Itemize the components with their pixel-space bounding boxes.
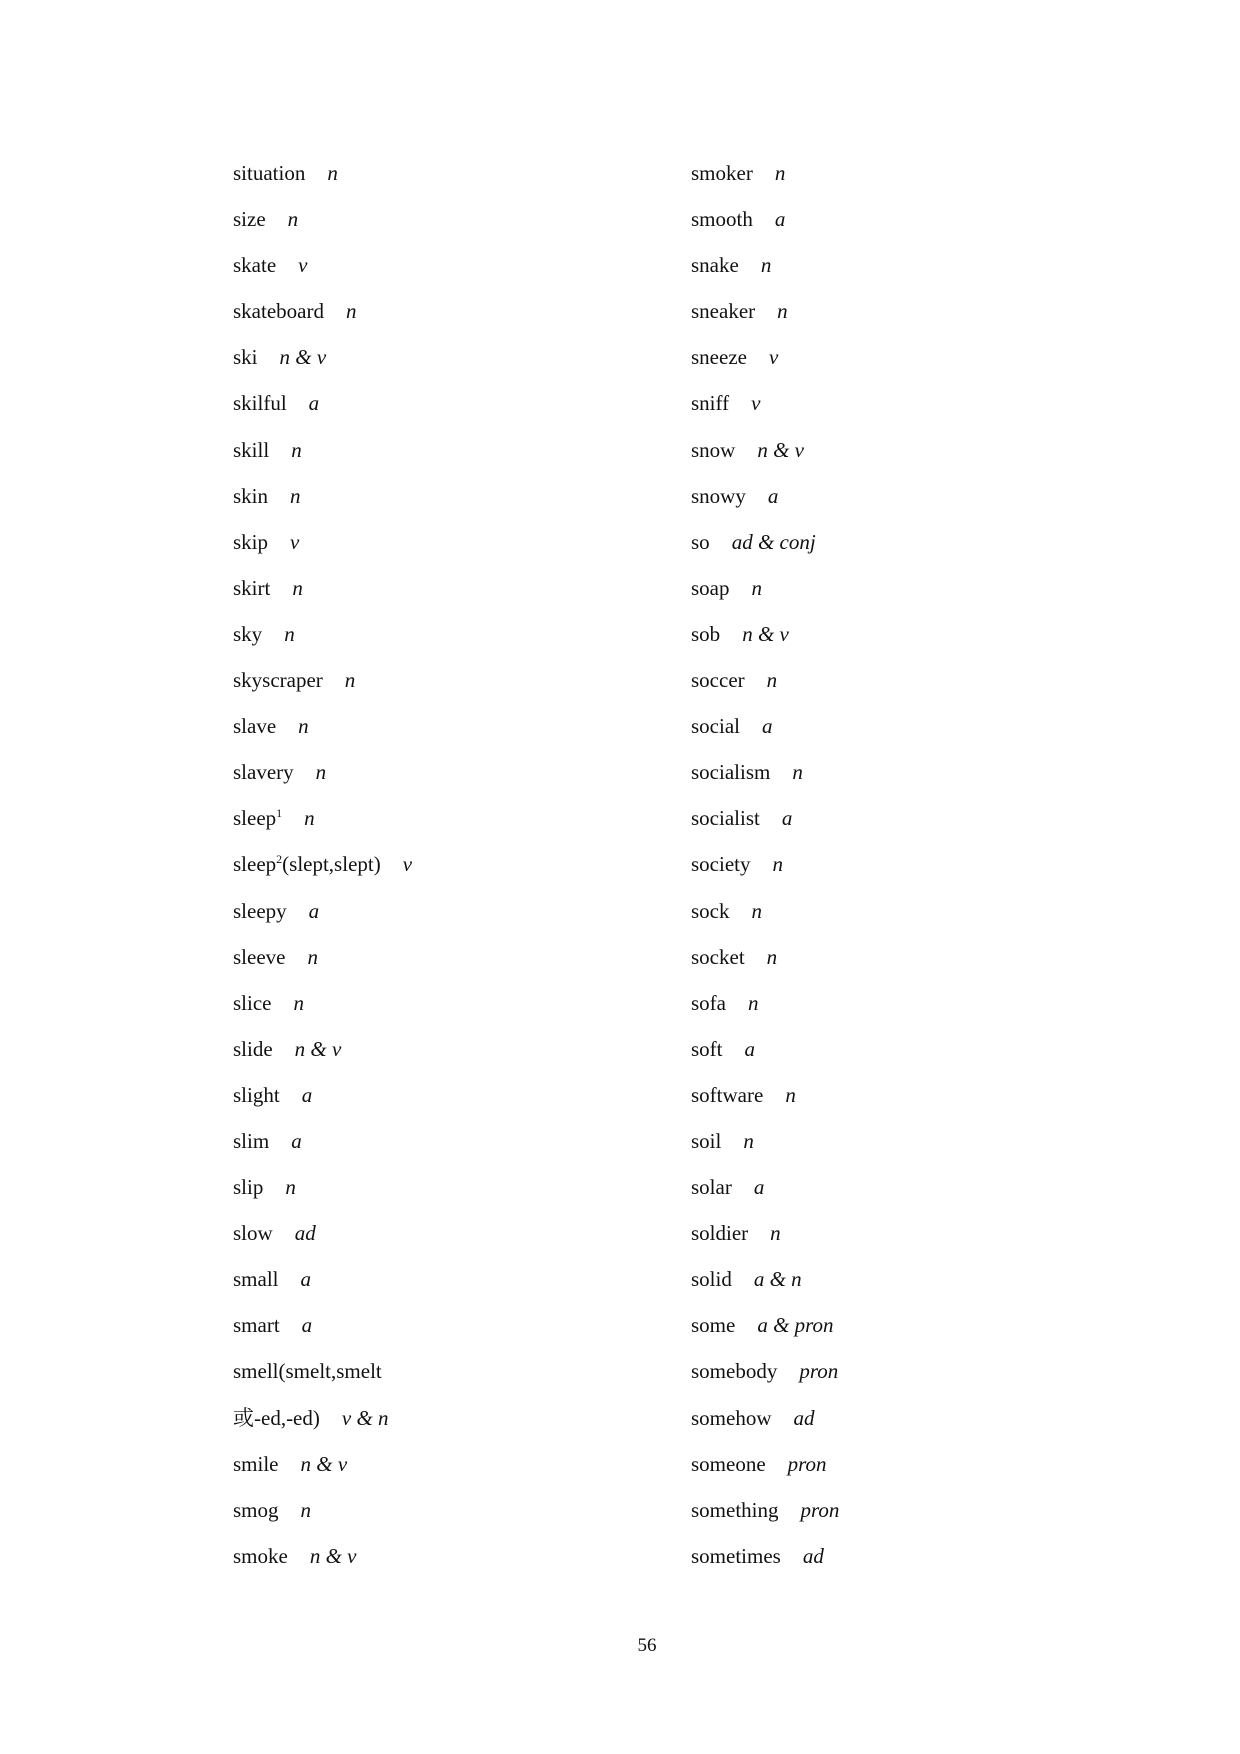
headword	[233, 622, 262, 646]
headword	[691, 299, 755, 323]
headword-text: smoke	[233, 1543, 288, 1568]
headword	[233, 484, 268, 508]
part-of-speech: a	[308, 898, 320, 923]
part-of-speech: n	[785, 1082, 796, 1107]
part-of-speech: ad	[793, 1405, 815, 1430]
headword	[691, 1406, 772, 1430]
headword	[691, 1221, 748, 1245]
headword	[691, 1313, 735, 1337]
headword	[233, 1267, 279, 1291]
part-of-speech: v	[751, 391, 761, 416]
headword-text: smooth	[691, 207, 753, 232]
part-of-speech: a	[300, 1267, 311, 1292]
headword-text: slice	[233, 990, 272, 1015]
headword-text: slow	[233, 1221, 273, 1246]
headword-text: socket	[691, 944, 745, 969]
headword-text: skirt	[233, 575, 271, 600]
part-of-speech: n	[770, 1221, 781, 1246]
headword-text: smart	[233, 1313, 280, 1338]
part-of-speech: n	[287, 207, 299, 232]
headword-text: skip	[233, 529, 269, 554]
headword-text: sob	[691, 621, 721, 646]
headword	[691, 253, 739, 277]
word-entry	[691, 1175, 839, 1221]
part-of-speech: a	[781, 806, 793, 831]
headword-text: slim	[233, 1128, 270, 1153]
word-entry	[691, 852, 839, 898]
part-of-speech: n	[307, 944, 318, 969]
part-of-speech: n	[292, 575, 303, 600]
word-entry	[233, 1313, 412, 1359]
word-entry	[691, 1498, 839, 1544]
headword	[691, 1452, 766, 1476]
headword-text: slight	[233, 1082, 280, 1107]
part-of-speech: n	[290, 483, 301, 508]
headword	[691, 438, 735, 462]
word-entry	[233, 899, 412, 945]
headword-text: smog	[233, 1497, 279, 1522]
part-of-speech: n	[792, 760, 803, 785]
headword-text: socialist	[691, 806, 760, 831]
headword	[233, 899, 287, 923]
headword	[691, 806, 760, 830]
word-entry	[691, 1221, 839, 1267]
word-entry	[691, 1359, 839, 1405]
part-of-speech: n	[774, 161, 786, 185]
part-of-speech: n	[772, 852, 783, 877]
headword-text: skyscraper	[233, 668, 323, 693]
word-entry	[233, 1083, 412, 1129]
word-entry	[233, 530, 412, 576]
headword	[233, 391, 287, 415]
headword	[233, 1083, 280, 1107]
part-of-speech: ad	[294, 1221, 316, 1246]
word-entry	[691, 760, 839, 806]
part-of-speech: a	[308, 391, 320, 416]
headword-text: someone	[691, 1451, 766, 1476]
headword	[691, 1037, 723, 1061]
part-of-speech: n	[751, 898, 762, 923]
word-entry	[691, 1406, 839, 1452]
headword	[691, 1083, 763, 1107]
headword	[233, 852, 381, 876]
part-of-speech: pron	[799, 1359, 839, 1384]
headword-text: slip	[233, 1175, 264, 1200]
word-entry	[233, 1129, 412, 1175]
headword-text: size	[233, 207, 266, 232]
word-entry	[233, 1406, 412, 1452]
part-of-speech: n	[766, 944, 778, 969]
headword-text: socialism	[691, 760, 771, 785]
word-entry	[233, 438, 412, 484]
word-entry	[691, 484, 839, 530]
headword-text: sofa	[691, 990, 726, 1015]
part-of-speech: n	[284, 621, 295, 646]
headword-text: slave	[233, 714, 277, 739]
part-of-speech: a	[301, 1313, 313, 1338]
word-entry	[691, 1452, 839, 1498]
headword-text: soil	[691, 1128, 722, 1153]
headword	[691, 1129, 721, 1153]
headword	[233, 1129, 269, 1153]
headword	[233, 668, 323, 692]
page-number: 56	[637, 1635, 657, 1656]
part-of-speech: a & pron	[757, 1313, 834, 1338]
word-entry	[691, 253, 839, 299]
part-of-speech: a	[753, 1175, 765, 1200]
word-entry	[691, 576, 839, 622]
part-of-speech: n	[777, 299, 788, 324]
headword-text: sleep	[233, 852, 277, 877]
headword	[691, 1175, 732, 1199]
part-of-speech: n	[345, 299, 357, 324]
part-of-speech: v & n	[341, 1405, 389, 1430]
word-entry	[233, 806, 412, 852]
headword	[233, 714, 276, 738]
part-of-speech: a	[291, 1128, 302, 1153]
headword-text: software	[691, 1082, 764, 1107]
word-entry	[691, 391, 839, 437]
part-of-speech: ad & conj	[731, 529, 816, 554]
headword	[691, 530, 710, 554]
part-of-speech: a & n	[753, 1267, 802, 1292]
homograph-number: 2	[276, 852, 283, 867]
headword-text: sock	[691, 898, 730, 923]
headword	[691, 945, 745, 969]
headword	[691, 207, 753, 231]
word-entry	[691, 299, 839, 345]
headword-text: slavery	[233, 760, 294, 785]
word-entry	[233, 1221, 412, 1267]
word-entry	[233, 852, 412, 898]
headword-text: snowy	[691, 483, 746, 508]
headword-text: slide	[233, 1036, 273, 1061]
headword	[233, 576, 270, 600]
word-entry	[233, 1037, 412, 1083]
word-entry	[691, 345, 839, 391]
part-of-speech: a	[774, 207, 786, 232]
part-of-speech: a	[744, 1036, 755, 1061]
headword-text: soldier	[691, 1221, 749, 1246]
headword-text: sleepy	[233, 898, 287, 923]
word-entry	[233, 391, 412, 437]
headword-text: soap	[691, 575, 730, 600]
word-entry	[691, 991, 839, 1037]
headword-text: ski	[233, 345, 258, 370]
part-of-speech: v	[768, 345, 779, 370]
word-entry	[691, 1313, 839, 1359]
word-entry	[233, 1452, 412, 1498]
headword	[233, 1221, 273, 1245]
headword	[233, 253, 276, 277]
headword	[691, 1498, 779, 1522]
word-entry	[233, 1544, 412, 1590]
headword	[691, 161, 753, 185]
headword	[233, 991, 271, 1015]
word-entry	[233, 714, 412, 760]
part-of-speech: n	[291, 437, 302, 462]
part-of-speech: n	[743, 1128, 754, 1153]
part-of-speech: n & v	[300, 1451, 348, 1476]
headword-text: situation	[233, 161, 306, 185]
word-entry	[691, 1267, 839, 1313]
part-of-speech: n	[285, 1175, 296, 1200]
inflected-forms: (slept,slept)	[282, 852, 381, 877]
word-entry	[691, 945, 839, 991]
word-entry	[233, 622, 412, 668]
headword	[691, 345, 747, 369]
part-of-speech: n	[760, 253, 772, 278]
word-entry	[691, 1129, 839, 1175]
headword-text: sleep	[233, 806, 277, 831]
headword-text: something	[691, 1497, 779, 1522]
word-entry	[233, 991, 412, 1037]
word-entry	[233, 1175, 412, 1221]
headword	[233, 1498, 279, 1522]
word-entry	[233, 1267, 412, 1313]
word-entry	[233, 1359, 412, 1405]
headword-text: snow	[691, 437, 736, 462]
headword-text: somehow	[691, 1405, 772, 1430]
headword	[233, 1037, 273, 1061]
part-of-speech: n	[293, 990, 304, 1015]
word-entry	[691, 899, 839, 945]
headword	[233, 1175, 263, 1199]
homograph-number: 1	[276, 806, 283, 821]
word-entry	[691, 714, 839, 760]
headword	[233, 1544, 288, 1568]
headword-text: skilful	[233, 391, 287, 416]
headword	[691, 1267, 732, 1291]
part-of-speech: a	[761, 714, 773, 739]
headword-text: soft	[691, 1036, 723, 1061]
word-list-right-column	[691, 161, 839, 1590]
word-entry	[691, 668, 839, 714]
headword-text: smoker	[691, 161, 753, 185]
part-of-speech: n & v	[279, 345, 327, 370]
headword	[233, 1406, 320, 1430]
part-of-speech: n & v	[757, 437, 804, 462]
word-entry	[233, 1498, 412, 1544]
part-of-speech: n & v	[294, 1036, 342, 1061]
headword-text: skin	[233, 483, 269, 508]
part-of-speech: n	[344, 668, 356, 693]
headword-text: solar	[691, 1175, 732, 1200]
headword-text: sky	[233, 621, 263, 646]
part-of-speech: n & v	[309, 1543, 357, 1568]
part-of-speech: n	[751, 575, 762, 600]
word-entry	[691, 622, 839, 668]
part-of-speech: pron	[787, 1451, 827, 1476]
headword-text: sneeze	[691, 345, 747, 370]
part-of-speech: a	[301, 1082, 313, 1107]
word-entry	[691, 207, 839, 253]
headword	[691, 668, 745, 692]
part-of-speech: ad	[802, 1543, 824, 1568]
headword-text: skateboard	[233, 299, 324, 324]
headword-text: soccer	[691, 668, 745, 693]
headword-text: skill	[233, 437, 270, 462]
headword	[233, 806, 282, 830]
part-of-speech: v	[290, 529, 300, 554]
part-of-speech: n	[327, 161, 338, 185]
part-of-speech: n	[298, 714, 309, 739]
word-entry	[691, 161, 839, 207]
part-of-speech: n & v	[742, 621, 789, 646]
headword	[691, 899, 730, 923]
word-entry	[233, 668, 412, 714]
headword	[233, 530, 268, 554]
word-entry	[233, 760, 412, 806]
part-of-speech: v	[402, 852, 413, 877]
headword-text: somebody	[691, 1359, 778, 1384]
word-entry	[691, 1083, 839, 1129]
headword-text: sometimes	[691, 1543, 781, 1568]
headword	[691, 622, 720, 646]
headword-text: solid	[691, 1267, 732, 1292]
headword-text: some	[691, 1313, 736, 1338]
headword	[233, 1313, 280, 1337]
word-entry	[233, 945, 412, 991]
word-entry	[233, 576, 412, 622]
word-entry	[691, 806, 839, 852]
part-of-speech: a	[767, 483, 779, 508]
part-of-speech: n	[304, 806, 315, 831]
headword	[233, 1452, 279, 1476]
headword-text: sneaker	[691, 299, 756, 324]
headword	[233, 945, 285, 969]
word-entry	[691, 1037, 839, 1083]
headword	[233, 299, 324, 323]
headword	[233, 760, 294, 784]
word-entry	[233, 253, 412, 299]
part-of-speech: pron	[800, 1497, 840, 1522]
word-entry	[233, 345, 412, 391]
word-entry	[233, 484, 412, 530]
headword-text: sniff	[691, 391, 730, 416]
part-of-speech: n	[300, 1497, 312, 1522]
headword-text: smell(smelt,smelt	[233, 1359, 382, 1384]
word-entry	[691, 530, 839, 576]
word-list-left-column	[233, 161, 412, 1590]
headword	[233, 1359, 382, 1383]
word-entry	[233, 207, 412, 253]
headword-text: sleeve	[233, 944, 286, 969]
headword	[691, 852, 750, 876]
headword	[691, 484, 746, 508]
word-entry	[691, 438, 839, 484]
word-entry	[233, 299, 412, 345]
headword	[691, 991, 726, 1015]
headword	[233, 438, 269, 462]
headword	[691, 1544, 781, 1568]
word-entry	[233, 161, 412, 207]
headword-text: snake	[691, 253, 739, 278]
headword	[233, 161, 305, 185]
headword	[233, 207, 266, 231]
headword-text: society	[691, 852, 751, 877]
part-of-speech: n	[315, 760, 327, 785]
word-entry	[691, 1544, 839, 1590]
headword-text: skate	[233, 253, 277, 278]
headword-text: small	[233, 1267, 279, 1292]
headword-text: social	[691, 714, 740, 739]
headword-text: so	[691, 529, 710, 554]
headword	[691, 1359, 777, 1383]
headword	[691, 760, 770, 784]
part-of-speech: v	[298, 253, 308, 278]
part-of-speech: n	[748, 990, 759, 1015]
headword	[691, 576, 730, 600]
headword-text: smile	[233, 1451, 279, 1476]
headword	[691, 391, 729, 415]
headword-text: 或-ed,-ed)	[233, 1405, 320, 1430]
headword	[233, 345, 258, 369]
headword	[691, 714, 740, 738]
part-of-speech: n	[766, 668, 778, 693]
